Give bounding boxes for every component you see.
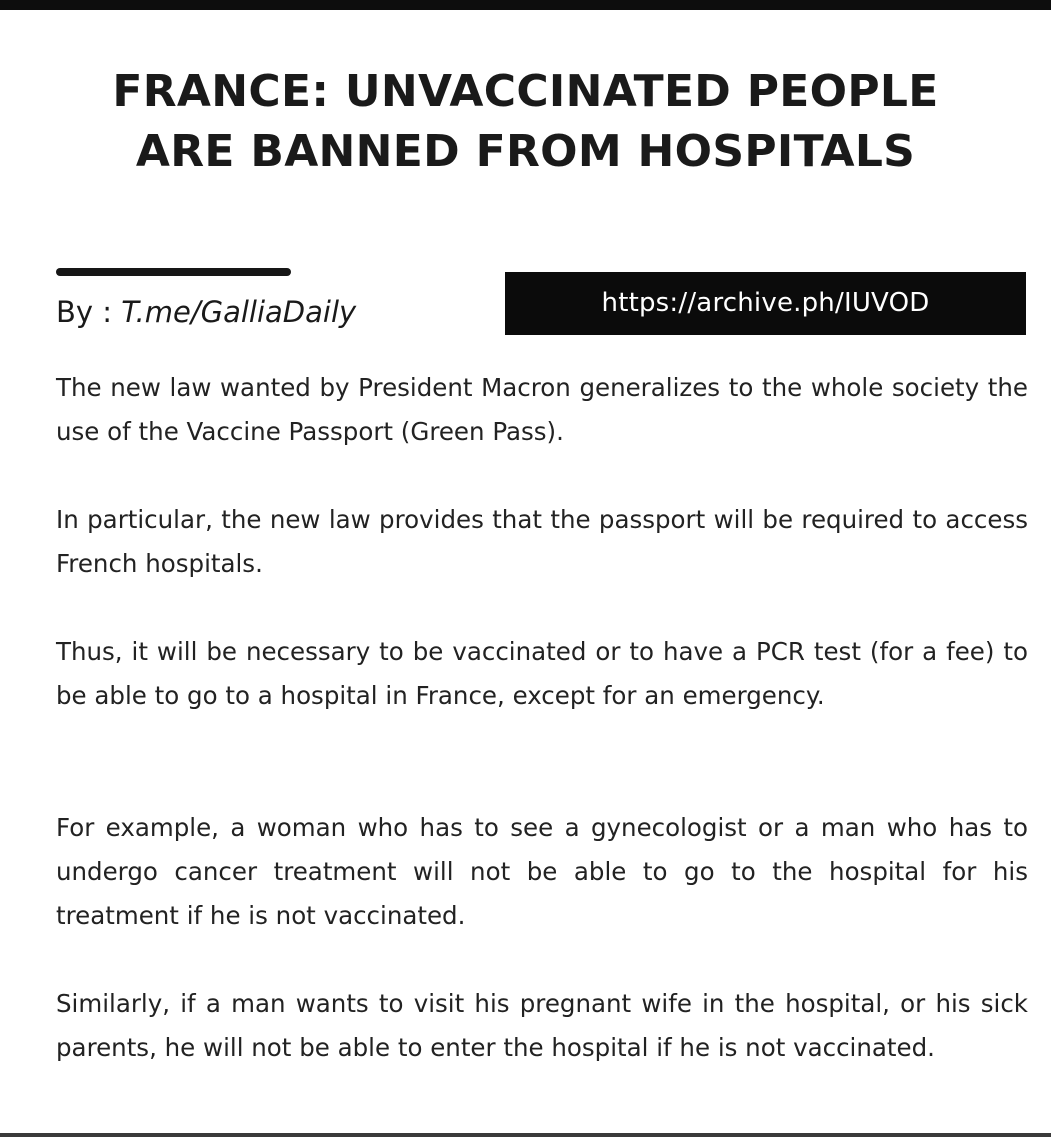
headline-line-1: FRANCE: UNVACCINATED PEOPLE	[112, 66, 939, 117]
top-border-bar	[0, 0, 1051, 10]
paragraph-5: Similarly, if a man wants to visit his pregnant wife in the hospital, or his sick parents, he will not be able to enter the hospital if he is not vaccinated.	[56, 989, 1028, 1062]
archive-link[interactable]: https://archive.ph/IUVOD	[505, 272, 1026, 335]
paragraph-3: Thus, it will be necessary to be vaccinated or to have a PCR test (for a fee) to be able to go to a hospital in France, except for an emergency.	[56, 637, 1028, 710]
byline-prefix: By :	[56, 295, 122, 329]
accent-rule	[56, 268, 291, 276]
headline-line-2: ARE BANNED FROM HOSPITALS	[135, 126, 916, 177]
paragraph-2: In particular, the new law provides that the passport will be required to access French hospitals.	[56, 505, 1028, 578]
paragraph-4: For example, a woman who has to see a gynecologist or a man who has to undergo cancer treatment will not be able to go to the hospital for his treatment if he is not vaccinated.	[56, 813, 1028, 930]
bottom-border-bar	[0, 1133, 1051, 1137]
byline	[56, 292, 356, 332]
headline	[20, 62, 1031, 182]
paragraph-1: The new law wanted by President Macron generalizes to the whole society the use of the Vaccine Passport (Green Pass).	[56, 373, 1028, 446]
byline-handle: T.me/GalliaDaily	[121, 295, 357, 329]
